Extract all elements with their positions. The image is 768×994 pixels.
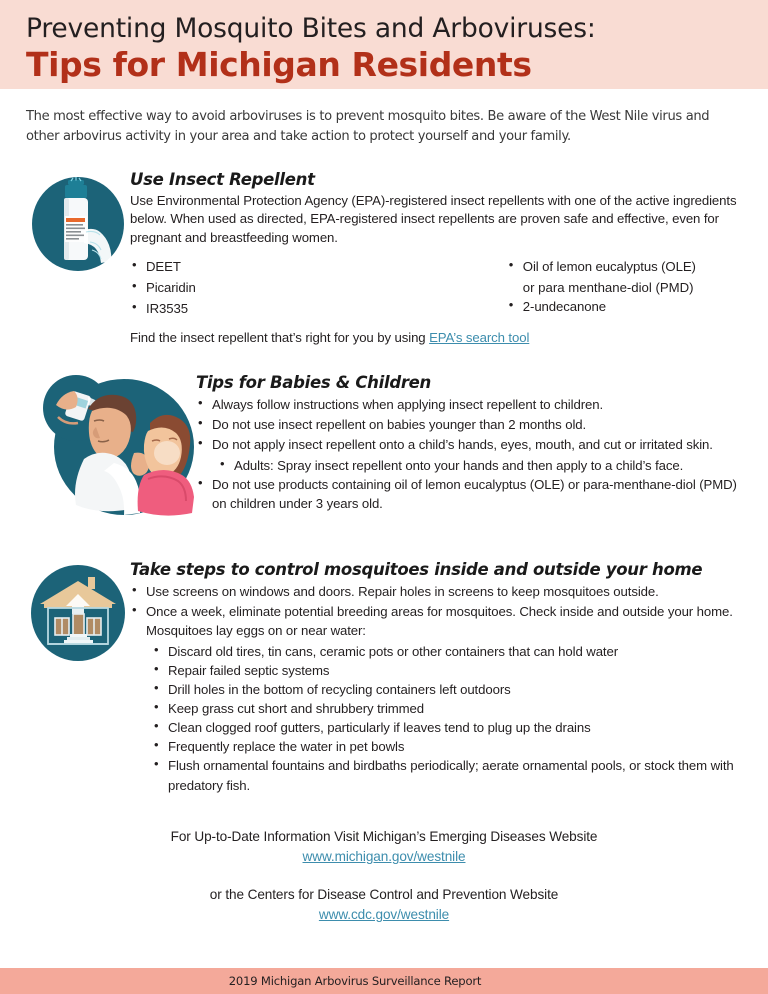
list-item: • Oil of lemon eucalyptus (OLE) bbox=[507, 257, 748, 276]
children-bullet-list-last bbox=[196, 475, 748, 513]
section-control-mosquitoes-home bbox=[26, 560, 748, 795]
list-item: • Once a week, eliminate potential breeding areas for mosquitoes. Check inside and outside your home. Mosquitoes lay eggs on or near water: bbox=[130, 602, 748, 640]
list-item: • Use screens on windows and doors. Repair holes in screens to keep mosquitoes outside. bbox=[130, 582, 748, 601]
children-bullet-list bbox=[196, 395, 748, 454]
repellent-icon-container bbox=[26, 170, 130, 274]
page-title-main: Tips for Michigan Residents bbox=[26, 45, 532, 85]
section-tips-for-babies-and-children bbox=[26, 373, 748, 530]
cdc-westnile-link[interactable]: www.cdc.gov/westnile bbox=[318, 906, 450, 922]
cdc-website-label: or the Centers for Disease Control and Prevention Website bbox=[209, 886, 559, 902]
list-item: • Clean clogged roof gutters, particularly if leaves tend to plug up the drains bbox=[152, 718, 748, 737]
list-item: • Keep grass cut short and shrubbery trimmed bbox=[152, 699, 748, 718]
section-use-insect-repellent bbox=[26, 170, 748, 346]
list-item: • Flush ornamental fountains and birdbaths periodically; aerate ornamental pools, or stock them with predatory fish. bbox=[152, 756, 748, 794]
home-body bbox=[130, 560, 748, 795]
michigan-website-label: For Up-to-Date Information Visit Michigan’s Emerging Diseases Website bbox=[170, 828, 598, 844]
repellent-heading: Use Insect Repellent bbox=[130, 169, 315, 189]
children-heading: Tips for Babies & Children bbox=[196, 373, 432, 393]
list-item: • Picaridin bbox=[130, 278, 419, 297]
list-item: • 2-undecanone bbox=[507, 297, 748, 316]
ingredients-column-right bbox=[419, 257, 748, 320]
home-bullet-list bbox=[130, 582, 748, 640]
list-item: • Adults: Spray insect repellent onto your hands and then apply to a child’s face. bbox=[218, 456, 748, 475]
list-item: • Repair failed septic systems bbox=[152, 661, 748, 680]
list-item-continuation: or para menthane-diol (PMD) bbox=[522, 279, 694, 295]
page-footer-band bbox=[0, 968, 768, 994]
list-item: • Frequently replace the water in pet bowls bbox=[152, 737, 748, 756]
list-item: • Drill holes in the bottom of recycling containers left outdoors bbox=[152, 680, 748, 699]
footer-report-title: 2019 Michigan Arbovirus Surveillance Report bbox=[228, 974, 482, 988]
list-item: • Do not use insect repellent on babies younger than 2 months old. bbox=[196, 415, 748, 434]
repellent-ingredients-list bbox=[130, 257, 748, 320]
page-title-subtitle: Preventing Mosquito Bites and Arboviruses: bbox=[26, 13, 596, 44]
repellent-bottle-icon bbox=[32, 174, 124, 274]
footer-spacer bbox=[0, 868, 768, 885]
list-item: • Do not use products containing oil of lemon eucalyptus (OLE) or para-menthane-diol (PMD) on children under 3 years old. bbox=[196, 475, 748, 513]
michigan-westnile-link[interactable]: www.michigan.gov/westnile bbox=[302, 849, 466, 865]
repellent-body bbox=[130, 170, 748, 346]
children-icon-container bbox=[26, 373, 196, 530]
home-heading: Take steps to control mosquitoes inside and outside your home bbox=[130, 560, 703, 580]
repellent-paragraph: Use Environmental Protection Agency (EPA)-registered insect repellents with one of the active ingredients below. When used as directed, EPA-registered insect repellents are proven safe and effective, even for pregnant and breastfeeding women. bbox=[130, 192, 737, 246]
epa-search-tool-line bbox=[130, 330, 748, 345]
list-item: • DEET bbox=[130, 257, 419, 276]
epa-search-tool-link[interactable]: EPA’s search tool bbox=[429, 330, 530, 346]
children-body bbox=[196, 373, 748, 514]
intro-paragraph: The most effective way to avoid arboviruses is to prevent mosquito bites. Be aware of the West Nile virus and other arbovirus activity in your area and take action to protect yourself and your family. bbox=[26, 109, 710, 145]
footer-links-block bbox=[0, 827, 768, 926]
children-sub-bullet-list bbox=[196, 456, 748, 475]
house-icon-container bbox=[26, 560, 130, 662]
list-item: • Do not apply insect repellent onto a child’s hands, eyes, mouth, and cut or irritated skin. bbox=[196, 435, 748, 454]
house-icon bbox=[30, 564, 126, 662]
ingredients-column-left bbox=[130, 257, 419, 320]
page-header-band bbox=[0, 0, 768, 89]
list-item: • Always follow instructions when applying insect repellent to children. bbox=[196, 395, 748, 414]
home-sub-bullet-list bbox=[130, 642, 748, 795]
find-repellent-text: Find the insect repellent that’s right for you by using bbox=[130, 330, 430, 346]
list-item: • Discard old tires, tin cans, ceramic pots or other containers that can hold water bbox=[152, 642, 748, 661]
parent-applying-repellent-to-child-icon bbox=[26, 375, 196, 530]
list-item: • IR3535 bbox=[130, 299, 419, 318]
